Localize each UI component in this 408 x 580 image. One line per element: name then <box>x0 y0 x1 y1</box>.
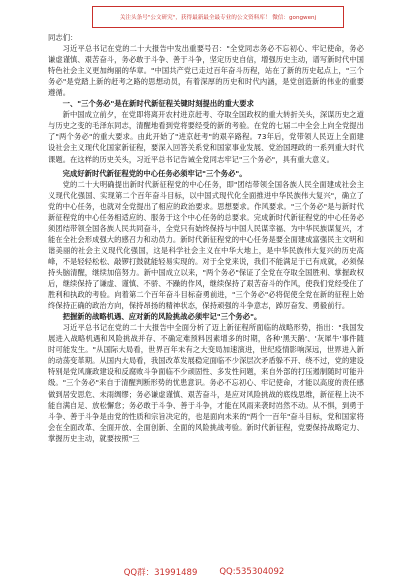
section-1-heading: 一、"三个务必"是在新时代新征程关键时刻提出的重大要求 <box>62 99 254 109</box>
section-1-paragraph: 新中国成立前夕，在党即将离开农村进京赶考、夺取全国政权的重大转折关头，深谋历史之道与历史之变的毛泽东同志，清醒地看到党将要经受的新的考验。在党的七届二中全会上向全党提出了"两个务必"的重大要求。由此开始了"进京赶考"的艰辛路程。73年后，党带领人民迈上全面建设社会主义现代化国家新征程，要深入回答关系党和国家事业发展、党治国理政的一系列重大时代课题。在这样的历史关头，习近平总书记告诫全党同志牢记"三个务必"，具有重大意义。 <box>48 110 364 164</box>
footer-qq-group: QQ群：31991489 <box>123 568 198 578</box>
section-3-heading: 把握新的战略机遇、应对新的风险挑战必须牢记"三个务必"。 <box>62 312 262 322</box>
banner-text: 关注头条号"公文研究"，获得最新最全最专业的公文资料库！ 微信：gongwenj <box>119 15 317 21</box>
footer-qq-number: QQ:535304092 <box>219 567 285 577</box>
salutation: 同志们： <box>48 33 78 42</box>
section-2-paragraph: 党的二十大明确提出新时代新征程党的中心任务，即"团结带领全国各族人民全面建成社会主义现代化强国、实现第二个百年奋斗目标，以中国式现代化全面推进中华民族伟大复兴"，确立了党的中心任务，也就对全党提出了相应的政治要求。思想要求。作风要求。"三个务必"是与新时代新征程党的中心任务相适应的、服务于这个中心任务的总要求。完成新时代新征程党的中心任务必须团结带领全国各族人民共同奋斗，全党只有始终保持与中国人民谋幸福、为中华民族谋复兴，才能在全社会形成强大的感召力和动员力。新时代新征程党的中心任务是要全面建成富强民主文明和谐美丽的社会主义现代化强国，这是科学社会主义在中华大地上，是中华民族伟大复兴的历史高峰，不是轻轻松松、敲锣打鼓就能轻易实现的。对于全党来说，我们不能满足于已有成就，必须保持头脑清醒，继续加倍努力。新中国成立以来，"两个务必"保证了全党在夺取全国胜利、掌握政权后，继续保持了谦虚、谨慎、不骄、不躁的作风，继续保持了艰苦奋斗的作风，使我们党经受住了胜利和执政的考验。向着第二个百年奋斗目标奋勇前进，"三个务必"必将促使全党在新的征程上始终保持正确的政治方向，保持昂扬的精神状态，保持顽强的斗争意志，踔厉奋发、勇毅前行。 <box>48 179 364 311</box>
footer-contact <box>0 564 408 580</box>
document-body <box>48 32 364 560</box>
section-3-paragraph: 习近平总书记在党的二十大报告中全面分析了迈上新征程所面临的战略形势，指出："我国发展进入战略机遇和风险挑战并存、不确定难预料因素增多的时期，各种'黑天鹅'、'灰犀牛'事件随时可能发生。"从国际大局看，世界百年未有之大变局加速演进，世纪疫情影响深远，世界进入新的动荡变革期。从国内大局看，我国改革发展稳定面临不少深层次矛盾躲不开、绕不过，党的建设特别是党风廉政建设和反腐败斗争面临不少顽固性、多发性问题，来自外部的打压遏制随时可能升级。"三个务必"来自于清醒判断形势的忧患意识。务必不忘初心、牢记使命，才能以高度的责任感做到居安思危、未雨绸缪；务必谦虚谨慎、艰苦奋斗，是应对风险挑战的底线思维，新征程上决不能自满自足、放松懈怠；务必敢于斗争、善于斗争，才能在风雨来袭时岿然不动。从不惧，到勇于斗争、善于斗争是由党的性质和宗旨决定的，也是面向未来的"两个一百年"奋斗目标，党和国家将会在全面改革、全面开放、全面创新、全面的风险挑战考验。新时代新征程，党要保持战略定力、掌握历史主动，就要按照"三 <box>48 323 364 443</box>
section-2-heading: 完成好新时代新征程党的中心任务必须牢记"三个务必"。 <box>62 168 247 178</box>
header-promo-banner <box>92 6 344 28</box>
intro-paragraph: 习近平总书记在党的二十大报告中发出重要号召："全党同志务必不忘初心、牢记使命，务必谦虚谨慎、艰苦奋斗，务必敢于斗争、善于斗争，坚定历史自信，增强历史主动，谱写新时代中国特色社会主义更加绚丽的华章。"中国共产党已走过百年奋斗历程，站在了新的历史起点上，"三个务必"是党踏上新的赶考之路的思想动员，有着深厚的历史和时代内涵，是党创造新的伟业的重要遵循。 <box>48 44 364 98</box>
